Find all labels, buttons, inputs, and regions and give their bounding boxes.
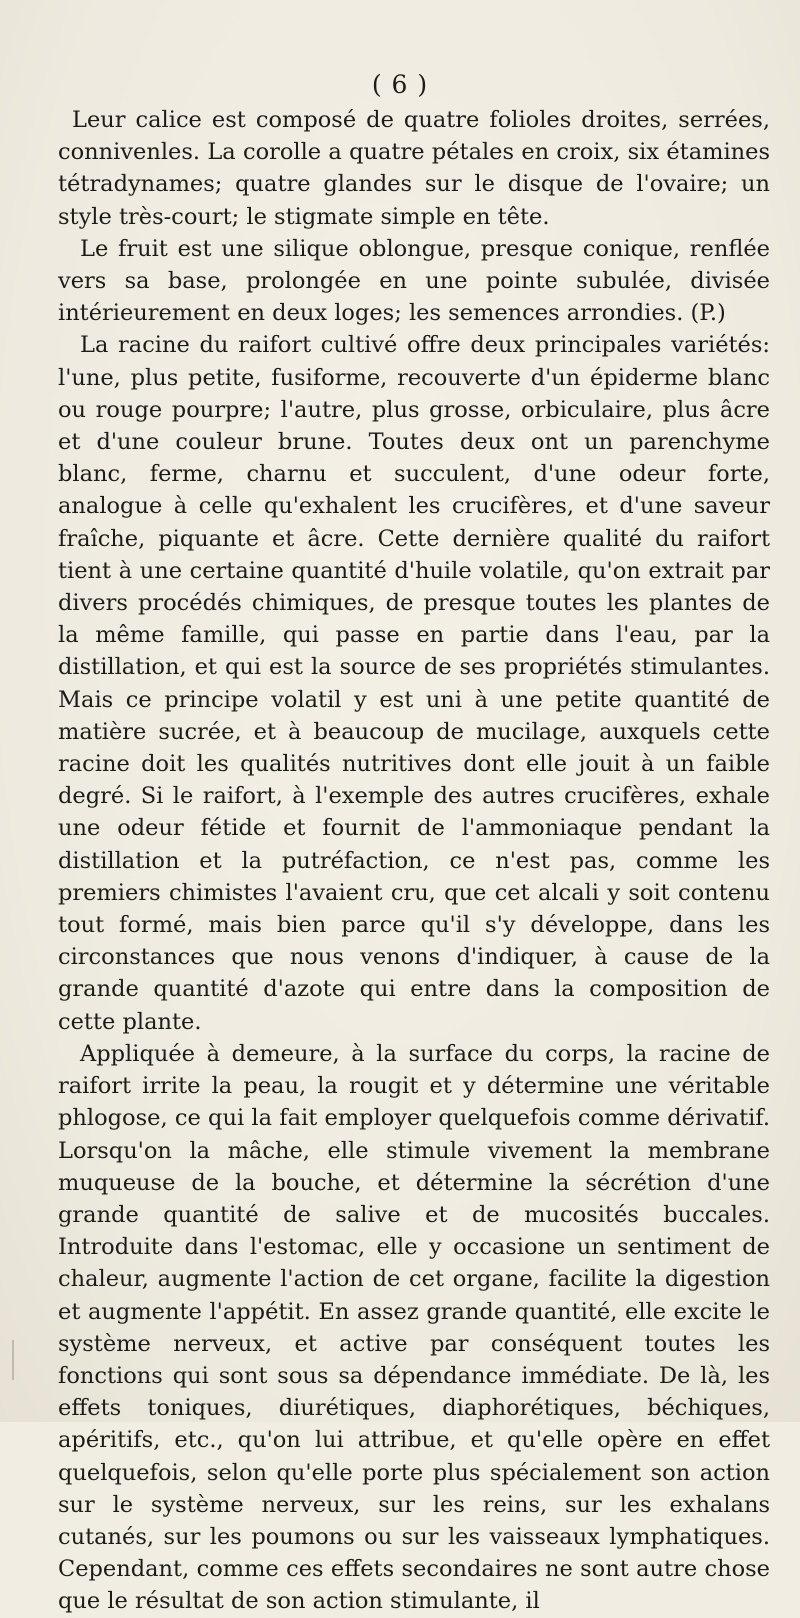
paragraph-application: Appliquée à demeure, à la surface du corps, la racine de raifort irrite la peau, la rougit et y détermine une véritable phlogose, ce qui la fait employer quelquefois comme dérivatif. Lorsqu'on la mâche, elle stimule vivement la membrane muqueuse de la bouche, et détermine la sécrétion d'une grande quantité de salive et de mucosités buccales. Introduite dans l'estomac, elle y occasione un sentiment de chaleur, augmente l'action de cet organe, facilite la digestion et augmente l'appétit. En assez grande quantité, elle excite le système nerveux, et active par conséquent toutes les fonctions qui sont sous sa dépendance immédiate. De là, les effets toniques, diurétiques, diaphorétiques, béchiques, apéritifs, etc., qu'on lui attribue, et qu'elle opère en effet quelquefois, selon qu'elle porte plus spécialement son action sur le système nerveux, sur les reins, sur les exhalans cutanés, sur les poumons ou sur les vaisseaux lymphatiques. Cependant, comme ces effets secondaires ne sont autre chose que le résultat de son action stimulante, il (58, 1040, 770, 1615)
paragraph-calice: Leur calice est composé de quatre folioles droites, serrées, connivenles. La corolle a quatre pétales en croix, six étamines tétradynames; quatre glandes sur le disque de l'ovaire; un style très-court; le stigmate simple en tête. (58, 107, 770, 230)
scan-edge-mark (12, 1340, 14, 1380)
paragraph-fruit: Le fruit est une silique oblongue, presque conique, renflée vers sa base, prolongée en une pointe subulée, divisée intérieurement en deux loges; les semences arrondies. (P.) (58, 235, 770, 327)
paragraph-racine: La racine du raifort cultivé offre deux principales variétés: l'une, plus petite, fusiforme, recouverte d'un épiderme blanc ou rouge pourpre; l'autre, plus grosse, orbiculaire, plus âcre et d'une couleur brune. Toutes deux ont un parenchyme blanc, ferme, charnu et succulent, d'une odeur forte, analogue à celle qu'exhalent les crucifères, et d'une saveur fraîche, piquante et âcre. Cette dernière qualité du raifort tient à une certaine quantité d'huile volatile, qu'on extrait par divers procédés chimiques, de presque toutes les plantes de la même famille, qui passe en partie dans l'eau, par la distillation, et qui est la source de ses propriétés stimulantes. Mais ce principe volatil y est uni à une petite quantité de matière sucrée, et à beaucoup de mucilage, auxquels cette racine doit les qualités nutritives dont elle jouit à un faible degré. Si le raifort, à l'exemple des autres crucifères, exhale une odeur fétide et fournit de l'ammoniaque pendant la distillation et la putréfaction, ce n'est pas, comme les premiers chimistes l'avaient cru, que cet alcali y soit contenu tout formé, mais bien parce qu'il s'y développe, dans les circonstances que nous venons d'indiquer, à cause de la grande quantité d'azote qui entre dans la composition de cette plante. (58, 332, 770, 1035)
body-text (58, 104, 770, 1618)
page-number: ( 6 ) (371, 70, 429, 99)
